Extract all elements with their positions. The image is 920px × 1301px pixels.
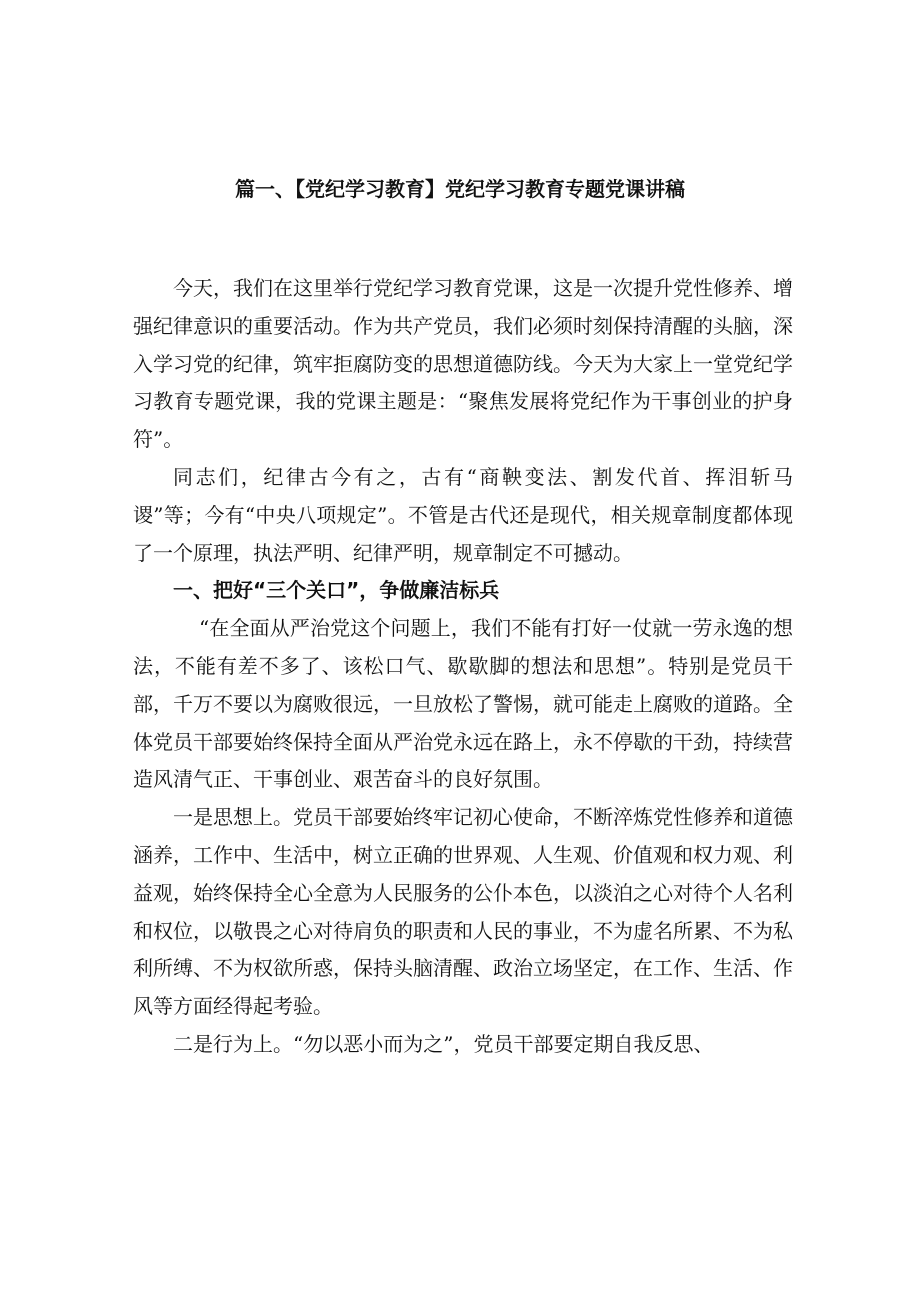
paragraph-strict-governance: “在全面从严治党这个问题上，我们不能有打好一仗就一劳永逸的想法，不能有差不多了、该松口气、歇歇脚的想法和思想”。特别是党员干部，千万不要以为腐败很远，一旦放松了警惕，就可能走上腐败的道路。全体党员干部要始终保持全面从严治党永远在路上，永不停歇的干劲，持续营造风清气正、干事创业、艰苦奋斗的良好氛围。 xyxy=(133,616,793,792)
paragraph-thought: 一是思想上。党员干部要始终牢记初心使命，不断淬炼党性修养和道德涵养，工作中、生活中，树立正确的世界观、人生观、价值观和权力观、利益观，始终保持全心全意为人民服务的公仆本色，以淡泊之心对待个人名利和权位，以敬畏之心对待肩负的职责和人民的事业，不为虚名所累、不为私利所缚、不为权欲所惑，保持头脑清醒、政治立场坚定，在工作、生活、作风等方面经得起考验。 xyxy=(133,805,793,1019)
document-body xyxy=(133,270,793,1064)
section-heading-one: 一、把好“三个关口”，争做廉洁标兵 xyxy=(173,578,500,603)
document-title: 篇一、【党纪学习教育】党纪学习教育专题党课讲稿 xyxy=(235,177,685,201)
paragraph-discipline-history: 同志们，纪律古今有之，古有“商鞅变法、割发代首、挥泪斩马谡”等；今有“中央八项规定”。不管是古代还是现代，相关规章制度都体现了一个原理，执法严明、纪律严明，规章制定不可撼动。 xyxy=(133,464,793,565)
paragraph-behavior: 二是行为上。“勿以恶小而为之”，党员干部要定期自我反思、 xyxy=(173,1031,714,1056)
paragraph-intro: 今天，我们在这里举行党纪学习教育党课，这是一次提升党性修养、增强纪律意识的重要活动。作为共产党员，我们必须时刻保持清醒的头脑，深入学习党的纪律，筑牢拒腐防变的思想道德防线。今天为大家上一堂党纪学习教育专题党课，我的党课主题是：“聚焦发展将党纪作为干事创业的护身符”。 xyxy=(133,276,793,452)
